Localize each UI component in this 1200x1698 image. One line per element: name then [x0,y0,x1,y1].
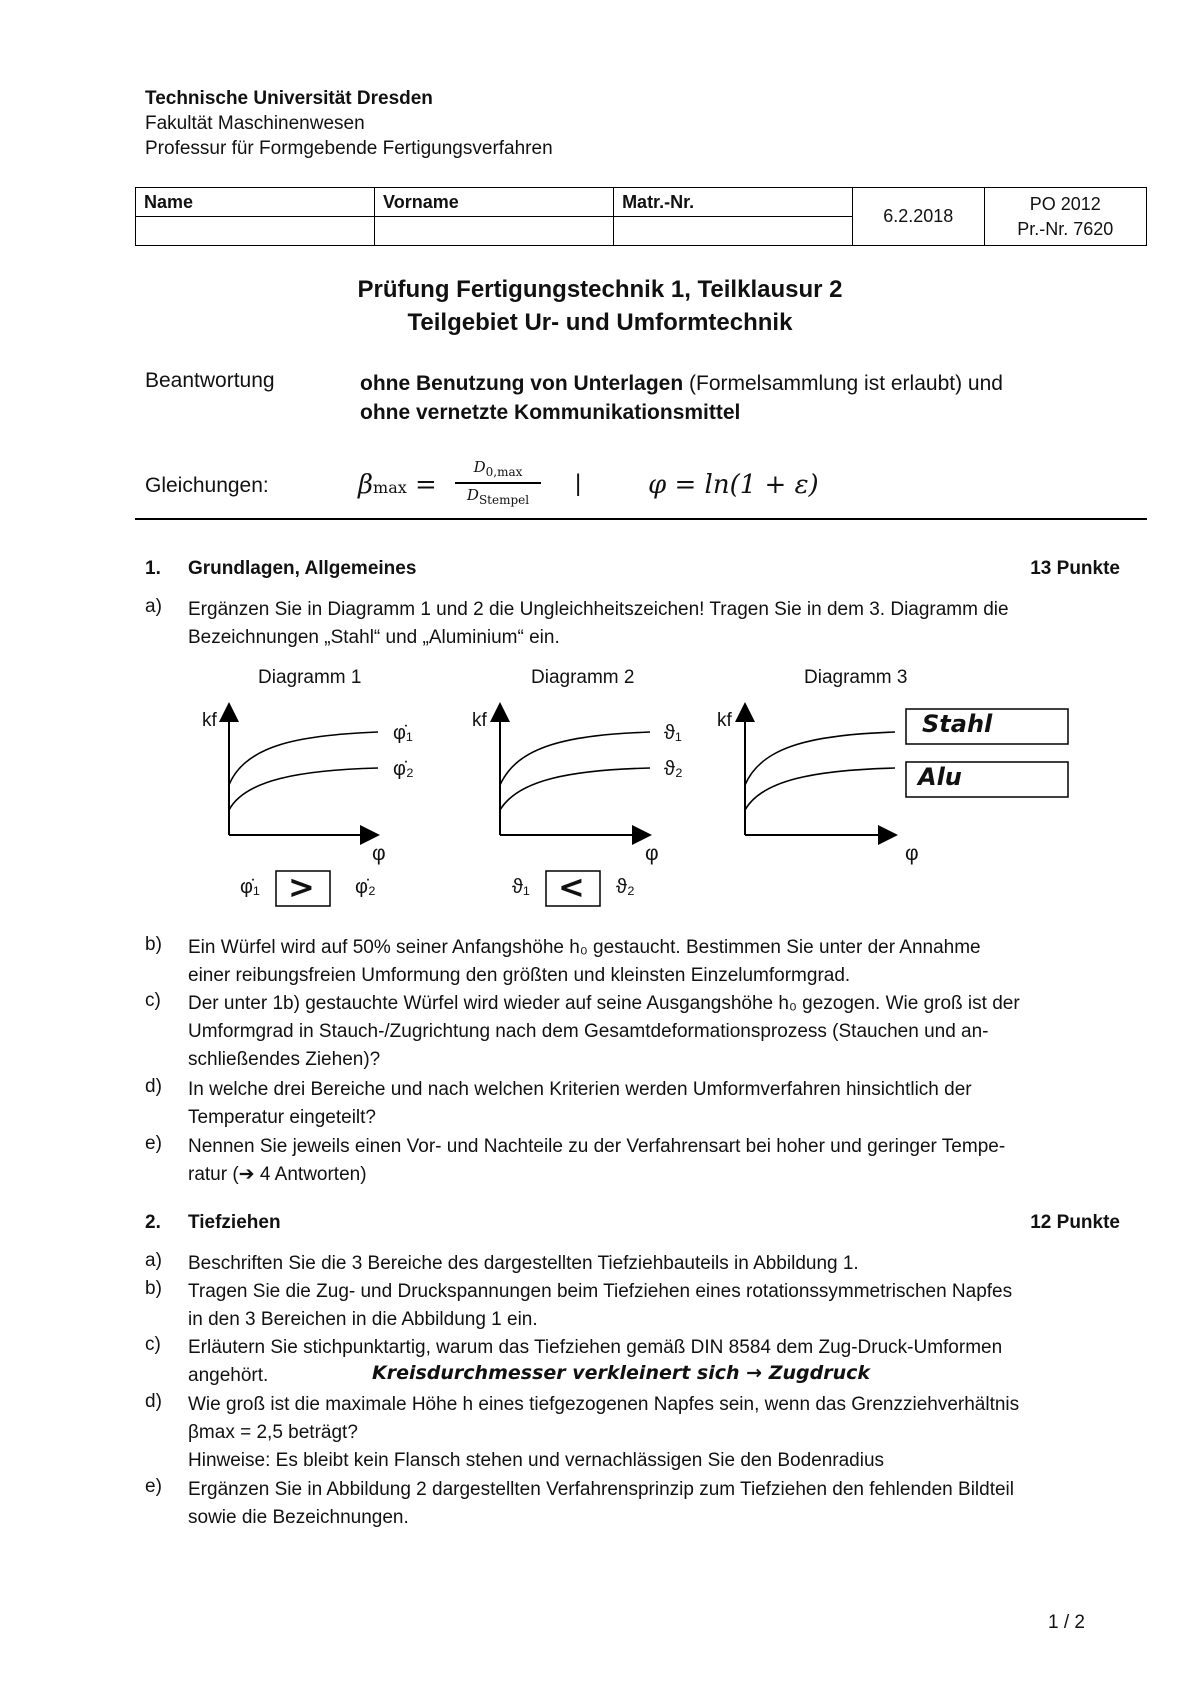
item-2c-letter: c) [145,1334,161,1355]
diagram3-handwritten-steel: Stahl [922,710,993,738]
vorname-label: Vorname [375,188,614,217]
item-1b-text: Ein Würfel wird auf 50% seiner Anfangshöhe h₀ gestaucht. Bestimmen Sie unter der Annahme einer reibungsfreien Umformung den größten und kleinsten Einzelumformgrad. [188,937,981,986]
po-label: PO 2012 [1029,193,1101,214]
section1-number: 1. [145,558,161,579]
rules-part1-rest: (Formelsammlung ist erlaubt) und [683,372,1003,395]
diagram1-title: Diagramm 1 [258,667,362,688]
diagram2-title: Diagramm 2 [531,667,635,688]
diagram2-compare-left: ϑ₁ [512,876,530,898]
diagram3-axes [745,712,888,835]
item-2b-text: Tragen Sie die Zug- und Druckspannungen beim Tiefziehen eines rotationssymmetrischen Napfes in den 3 Bereichen in die Abbildung 1 ein. [188,1281,1013,1330]
diagram1-compare-sign: > [288,868,315,906]
rules-label: Beantwortung [145,369,275,392]
prnr-label: Pr.-Nr. 7620 [1017,218,1114,239]
item-2a-letter: a) [145,1250,162,1271]
diagram2-curve-bottom-label: ϑ₂ [664,758,683,780]
item-2c-handwritten-answer: Kreisdurchmesser verkleinert sich → Zugdruck [372,1362,870,1384]
diagram3-xlabel: φ [905,842,919,865]
item-2c-text: Erläutern Sie stichpunktartig, warum das Tiefziehen gemäß DIN 8584 dem Zug-Druck-Umformen angehört. [188,1337,1003,1386]
diagram3-title: Diagramm 3 [804,667,908,688]
item-1c-text: Der unter 1b) gestauchte Würfel wird wieder auf seine Ausgangshöhe h₀ gezogen. Wie groß ist der Umformgrad in Stauch-/Zugrichtung nach dem Gesamtdeformationsprozess (Stauchen und an- schließendes Ziehen)? [188,993,1020,1070]
item-1d-letter: d) [145,1076,162,1097]
item-1e-letter: e) [145,1133,162,1154]
diagram2-curve-top [500,732,650,785]
section1-title: Grundlagen, Allgemeines [188,558,417,579]
section1-points: 13 Punkte [1030,558,1120,579]
diagram2-axes [500,712,642,835]
diagram1-xlabel: φ [372,842,386,865]
diagram2-curve-bottom [500,768,650,810]
item-1d-text: In welche drei Bereiche und nach welchen Kriterien werden Umformverfahren hinsichtlich der Temperatur eingeteilt? [188,1079,972,1128]
exam-date: 6.2.2018 [853,188,984,246]
section2-points: 12 Punkte [1030,1212,1120,1233]
item-2d-text: Wie groß ist die maximale Höhe h eines tiefgezogenen Napfes sein, wenn das Grenzziehverhältnis βmax = 2,5 beträgt? Hinweise: Es bleibt kein Flansch stehen und vernachlässigen Sie den Bodenradius [188,1394,1020,1471]
diagram1-ylabel: kf [202,710,217,731]
diagram2-compare-right: ϑ₂ [616,876,635,898]
matr-label: Matr.-Nr. [614,188,853,217]
item-1c-letter: c) [145,990,161,1011]
diagram3-handwritten-alu: Alu [918,763,962,791]
phi-formula: φ = ln(1 + ε) [648,470,819,500]
diagram2-ylabel: kf [472,710,487,731]
equations-label: Gleichungen: [145,474,269,497]
diagram2-curve-top-label: ϑ₁ [664,722,682,744]
name-label: Name [136,188,375,217]
equation-separator: | [575,470,582,497]
item-2e-text: Ergänzen Sie in Abbildung 2 dargestellten Verfahrensprinzip zum Tiefziehen den fehlenden Bildteil sowie die Bezeichnungen. [188,1479,1014,1528]
item-2e-letter: e) [145,1476,162,1497]
beta-denominator: $D_{Stempel}$ [466,486,530,507]
exam-subtitle: Teilgebiet Ur- und Umformtechnik [407,309,793,336]
beta-numerator: $D_{0,max}$ [473,458,523,479]
diagram1-axes [229,712,370,835]
item-1a-letter: a) [145,596,162,617]
chair-name: Professur für Formgebende Fertigungsverfahren [145,138,553,159]
rules-part1-bold: ohne Benutzung von Unterlagen [360,372,684,395]
diagram1-compare-left: φ̇₁ [240,876,260,898]
item-1e-text: Nennen Sie jeweils einen Vor- und Nachteile zu der Verfahrensart bei hoher und geringer Tempe- ratur (➔ 4 Antworten) [188,1136,1006,1185]
item-1b-letter: b) [145,934,162,955]
item-2b-letter: b) [145,1278,162,1299]
diagram1-curve-top [229,732,378,785]
diagram3-curve-top [745,732,895,785]
item-2d-letter: d) [145,1391,162,1412]
diagram1-curve-top-label: φ̇₁ [393,722,413,744]
faculty-name: Fakultät Maschinenwesen [145,113,365,134]
section2-title: Tiefziehen [188,1212,281,1233]
diagram2-xlabel: φ [645,842,659,865]
university-name: Technische Universität Dresden [145,88,433,109]
beta-formula: βmax = [358,470,437,500]
diagram3-curve-bottom [745,768,895,810]
item-1a-text: Ergänzen Sie in Diagramm 1 und 2 die Ungleichheitszeichen! Tragen Sie in dem 3. Diagramm die Bezeichnungen „Stahl“ und „Aluminium“ ein. [188,599,1009,648]
diagram1-curve-bottom-label: φ̇₂ [393,758,414,780]
diagram1-curve-bottom [229,768,378,810]
page-number: 1 / 2 [1048,1612,1085,1633]
diagram1-compare-right: φ̇₂ [355,876,376,898]
exam-title: Prüfung Fertigungstechnik 1, Teilklausur 2 [357,276,843,303]
section2-number: 2. [145,1212,161,1233]
diagram2-compare-sign: < [558,868,585,906]
item-2a-text: Beschriften Sie die 3 Bereiche des dargestellten Tiefziehbauteils in Abbildung 1. [188,1253,859,1274]
rules-part2-bold: ohne vernetzte Kommunikationsmittel [360,401,741,424]
diagram3-ylabel: kf [717,710,732,731]
